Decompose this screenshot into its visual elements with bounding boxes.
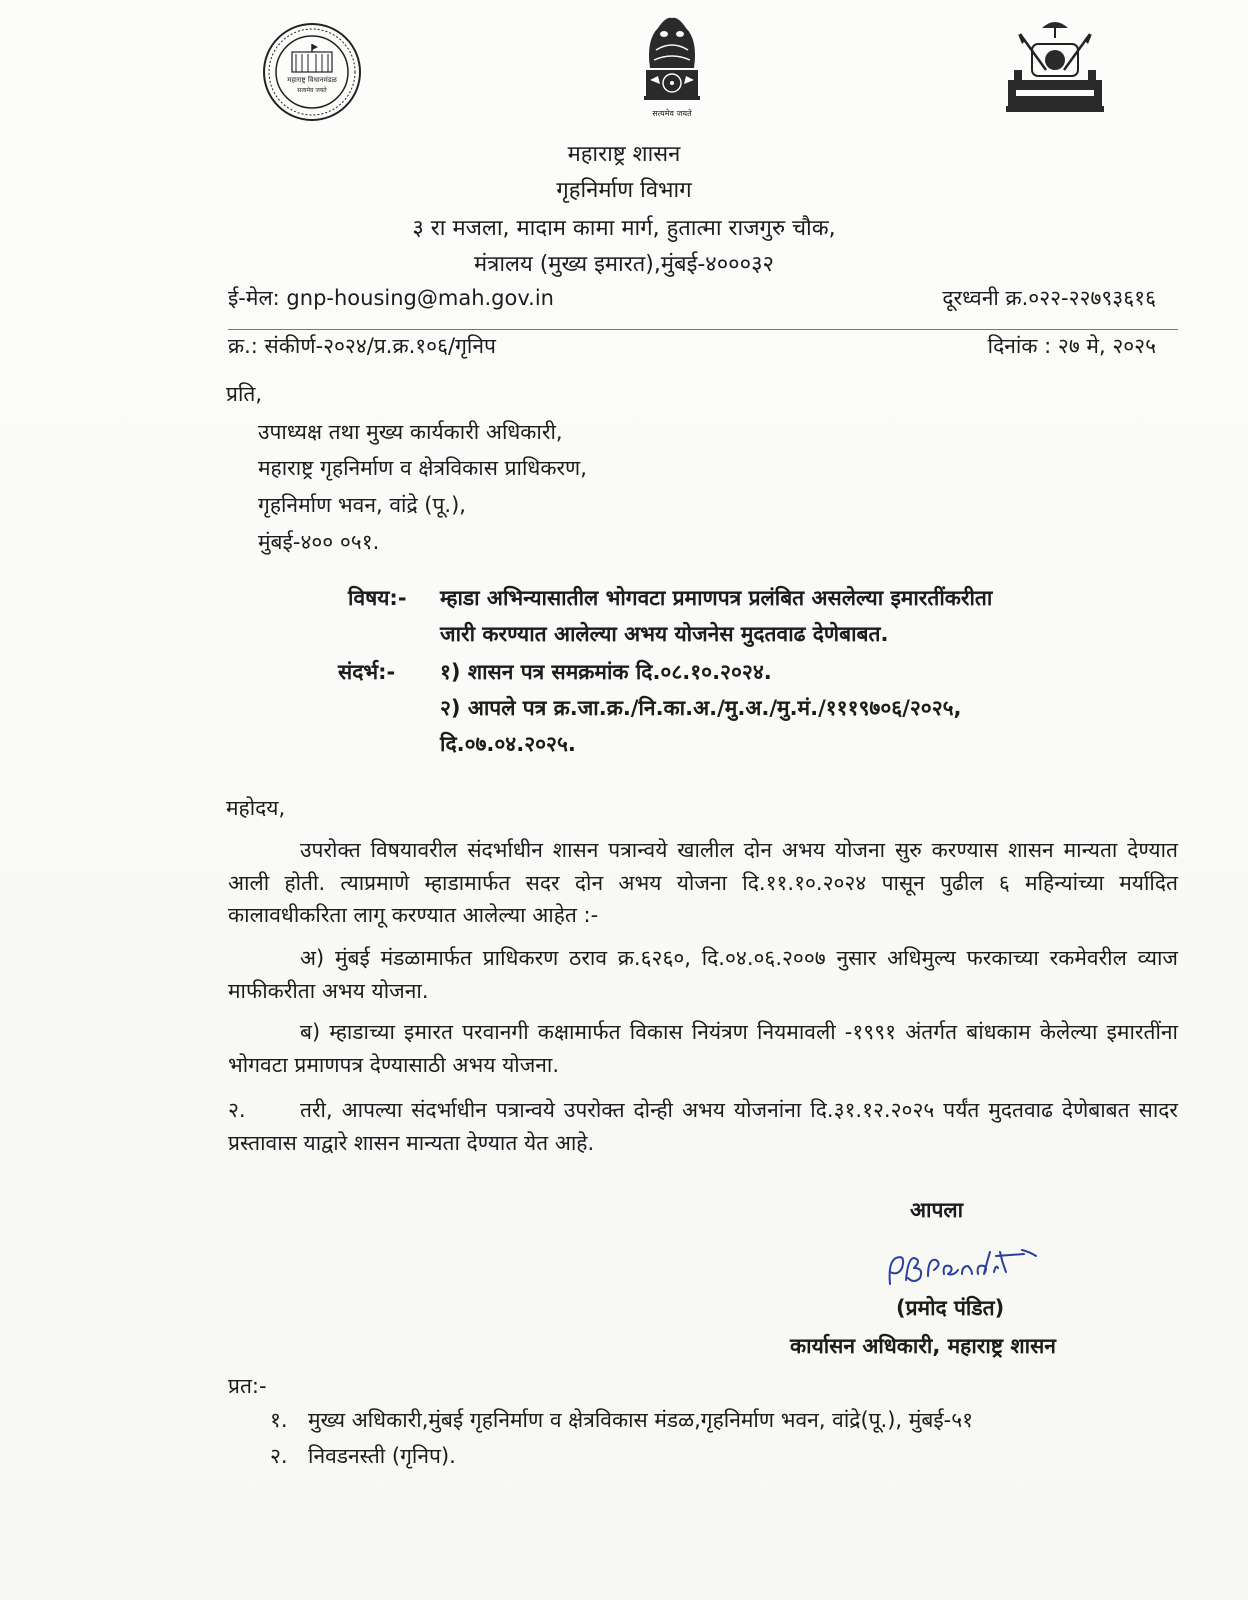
email-line: ई-मेल: gnp-housing@mah.gov.in xyxy=(228,286,554,310)
department-title: गृहनिर्माण विभाग xyxy=(556,178,692,203)
copy-to-item: निवडनस्ती (गृनिप). xyxy=(308,1444,456,1468)
phone-line: दूरध्वनी क्र.०२२-२२७९३६१६ xyxy=(942,286,1156,310)
reference-line: दि.०७.०४.२०२५. xyxy=(440,732,576,756)
subject-label: विषय:- xyxy=(348,586,407,610)
subject-line: जारी करण्यात आलेल्या अभय योजनेस मुदतवाढ देणेबाबत. xyxy=(440,622,889,646)
signatory-name: (प्रमोद पंडित) xyxy=(896,1296,1005,1320)
body-item-b: ब) म्हाडाच्या इमारत परवानगी कक्षामार्फत विकास नियंत्रण नियमावली -१९९१ अंतर्गत बांधकाम केलेल्या इमारतींना भोगवटा प्रमाणपत्र देण्यासाठी अभय योजना. xyxy=(228,1020,1178,1077)
copy-to-item-number: २. xyxy=(270,1444,288,1468)
copy-to-label: प्रत:- xyxy=(228,1374,267,1398)
government-title: महाराष्ट्र शासन xyxy=(567,142,681,167)
signatory-designation: कार्यासन अधिकारी, महाराष्ट्र शासन xyxy=(790,1334,1056,1358)
prati-label: प्रति, xyxy=(226,382,263,406)
svg-text:सत्यमेव जयते: सत्यमेव जयते xyxy=(652,109,692,118)
letter-date: दिनांक : २७ मे, २०२५ xyxy=(987,334,1156,358)
recipient-line: गृहनिर्माण भवन, वांद्रे (पू.), xyxy=(258,493,466,517)
closing-text: आपला xyxy=(910,1198,964,1222)
address-line-2: मंत्रालय (मुख्य इमारत),मुंबई-४०००३२ xyxy=(474,252,774,277)
svg-text:महाराष्ट्र विधानमंडळ: महाराष्ट्र विधानमंडळ xyxy=(287,76,337,84)
maharashtra-crest-icon xyxy=(1002,14,1108,118)
body-item-a: अ) मुंबई मंडळामार्फत प्राधिकरण ठराव क्र.६२६०, दि.०४.०६.२००७ नुसार अधिमुल्य फरकाच्या रकमेवरील व्याज माफीकरीता अभय योजना. xyxy=(228,946,1178,1003)
body-paragraph-1: उपरोक्त विषयावरील संदर्भाधीन शासन पत्रान्वये खालील दोन अभय योजना सुरु करण्यास शासन मान्यता देण्यात आली होती. त्याप्रमाणे म्हाडामार्फत सदर दोन अभय योजना दि.११.१०.२०२४ पासून पुढील ६ महिन्यांच्या मर्यादित कालावधीकरिता लागू करण्यात आलेल्या आहेत :- xyxy=(228,838,1178,928)
body-paragraph-2: २. तरी, आपल्या संदर्भाधीन पत्रान्वये उपरोक्त दोन्ही अभय योजनांना दि.३१.१२.२०२५ पर्यंत मुदतवाढ देणेबाबत सादर प्रस्तावास याद्वारे शासन मान्यता देण्यात येत आहे. xyxy=(228,1098,1178,1155)
svg-text:सत्यमेव जयते: सत्यमेव जयते xyxy=(297,87,327,94)
handwritten-signature xyxy=(884,1232,1044,1296)
reference-line: १) शासन पत्र समक्रमांक दि.०८.१०.२०२४. xyxy=(440,660,772,684)
copy-to-item: मुख्य अधिकारी,मुंबई गृहनिर्माण व क्षेत्रविकास मंडळ,गृहनिर्माण भवन, वांद्रे(पू.), मुंबई-५१ xyxy=(308,1408,974,1432)
recipient-line: उपाध्यक्ष तथा मुख्य कार्यकारी अधिकारी, xyxy=(258,420,563,444)
subject-line: म्हाडा अभिन्यासातील भोगवटा प्रमाणपत्र प्रलंबित असलेल्या इमारतींकरीता xyxy=(440,586,993,610)
reference-number: क्र.: संकीर्ण-२०२४/प्र.क्र.१०६/गृनिप xyxy=(228,334,496,358)
address-line-1: ३ रा मजला, मादाम कामा मार्ग, हुतात्मा राजगुरु चौक, xyxy=(412,216,836,241)
recipient-line: मुंबई-४०० ०५१. xyxy=(258,530,380,554)
salutation: महोदय, xyxy=(226,796,286,820)
ashoka-emblem-icon xyxy=(636,10,708,122)
reference-line: २) आपले पत्र क्र.जा.क्र./नि.का.अ./मु.अ./मु.मं./१११९७०६/२०२५, xyxy=(440,696,962,720)
header-divider xyxy=(228,329,1178,330)
recipient-line: महाराष्ट्र गृहनिर्माण व क्षेत्रविकास प्राधिकरण, xyxy=(258,456,587,480)
references-label: संदर्भ:- xyxy=(338,660,396,684)
legislature-seal-icon xyxy=(262,22,362,122)
copy-to-item-number: १. xyxy=(270,1408,288,1432)
